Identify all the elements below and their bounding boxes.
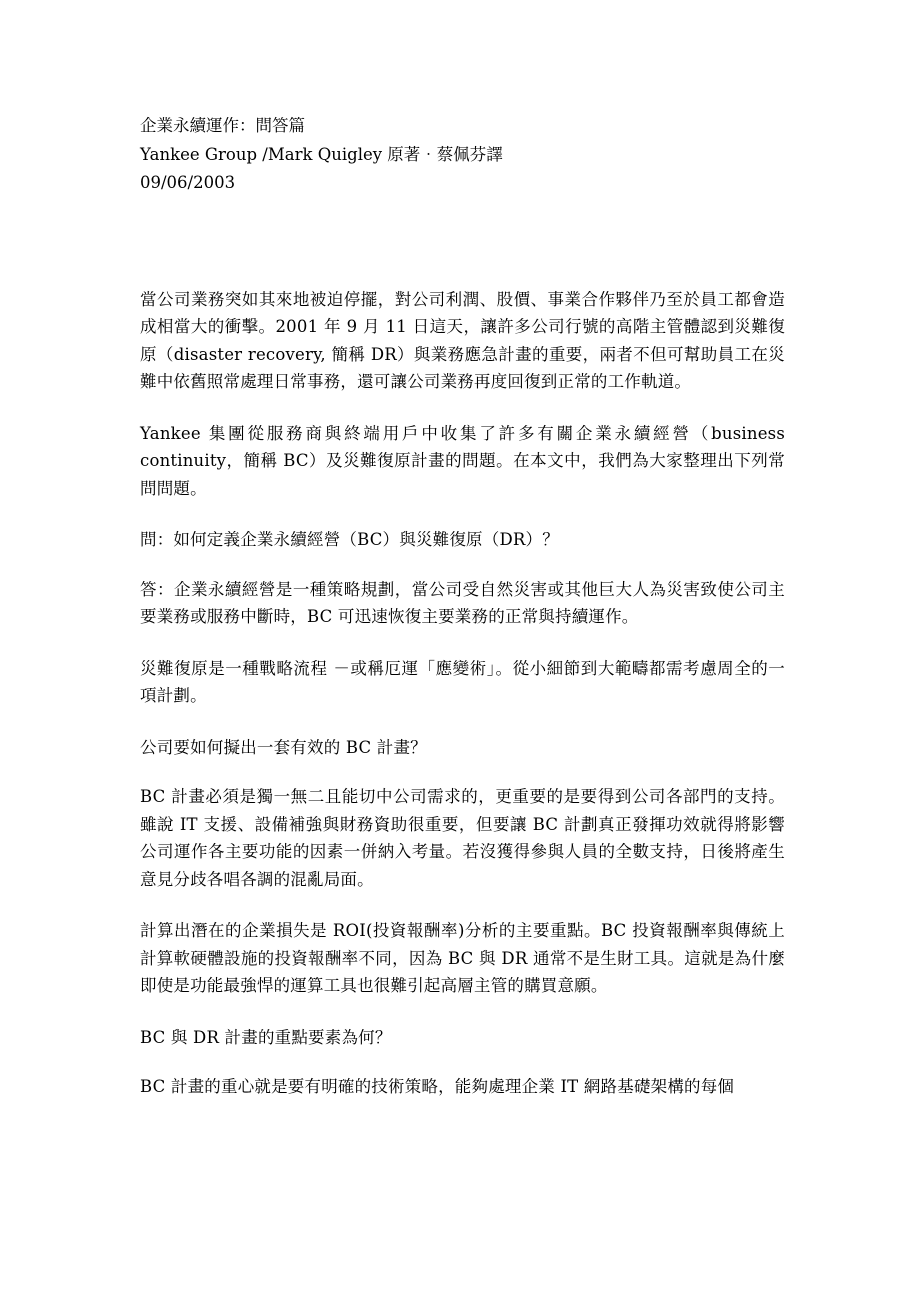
question-define: 問：如何定義企業永續經營（BC）與災難復原（DR）？ [140,530,559,549]
question-key-elements: BC 與 DR 計畫的重點要素為何？ [140,1027,392,1047]
paragraph-dr: 災難復原是一種戰略流程 －或稱厄運「應變術」。從小細節到大範疇都需考慮周全的一項計劃。 [140,658,785,705]
paragraph-intro: 當公司業務突如其來地被迫停擺，對公司利潤、股價、事業合作夥伴乃至於員工都會造成相當大的衝擊。2001 年 9 月 11 日這天，讓許多公司行號的高階主管體認到災難復原（disaster recovery, 簡稱 DR）與業務應急計畫的重要，兩者不但可幫助員工在災難中依舊照常處理日常事務，還可讓公司業務再度回復到正常的工作軌道。 [140,289,785,391]
paragraph-tech-strategy: BC 計畫的重心就是要有明確的技術策略，能夠處理企業 IT 網路基礎架構的每個 [140,1077,735,1096]
document-byline: Yankee Group /Mark Quigley 原著‧蔡佩芬譯 [140,144,503,164]
document-title: 企業永續運作：問答篇 [140,116,305,135]
header-spacer [140,198,785,286]
paragraph-yankee: Yankee 集團從服務商與終端用戶中收集了許多有關企業永續經營（business continuity，簡稱 BC）及災難復原計畫的問題。在本文中，我們為大家整理出下列常問問題。 [140,423,785,498]
document-date: 09/06/2003 [140,173,236,192]
answer-bc: 答：企業永續經營是一種策略規劃，當公司受自然災害或其他巨大人為災害致使公司主要業務或服務中斷時，BC 可迅速恢復主要業務的正常與持續運作。 [140,579,785,626]
question-plan: 公司要如何擬出一套有效的 BC 計畫？ [140,737,427,757]
document-page [140,112,785,1125]
paragraph-roi: 計算出潛在的企業損失是 ROI(投資報酬率)分析的主要重點。BC 投資報酬率與傳統上計算軟硬體設施的投資報酬率不同，因為 BC 與 DR 通常不是生財工具。這就是為什麼即使是功能最強悍的運算工具也很難引起高層主管的購買意願。 [140,921,785,995]
paragraph-bc-plan: BC 計畫必須是獨一無二且能切中公司需求的，更重要的是要得到公司各部門的支持。雖說 IT 支援、設備補強與財務資助很重要，但要讓 BC 計劃真正發揮功效就得將影響公司運作各主要功能的因素一併納入考量。若沒獲得參與人員的全數支持，日後將產生意見分歧各唱各調的混亂局面。 [140,787,785,889]
